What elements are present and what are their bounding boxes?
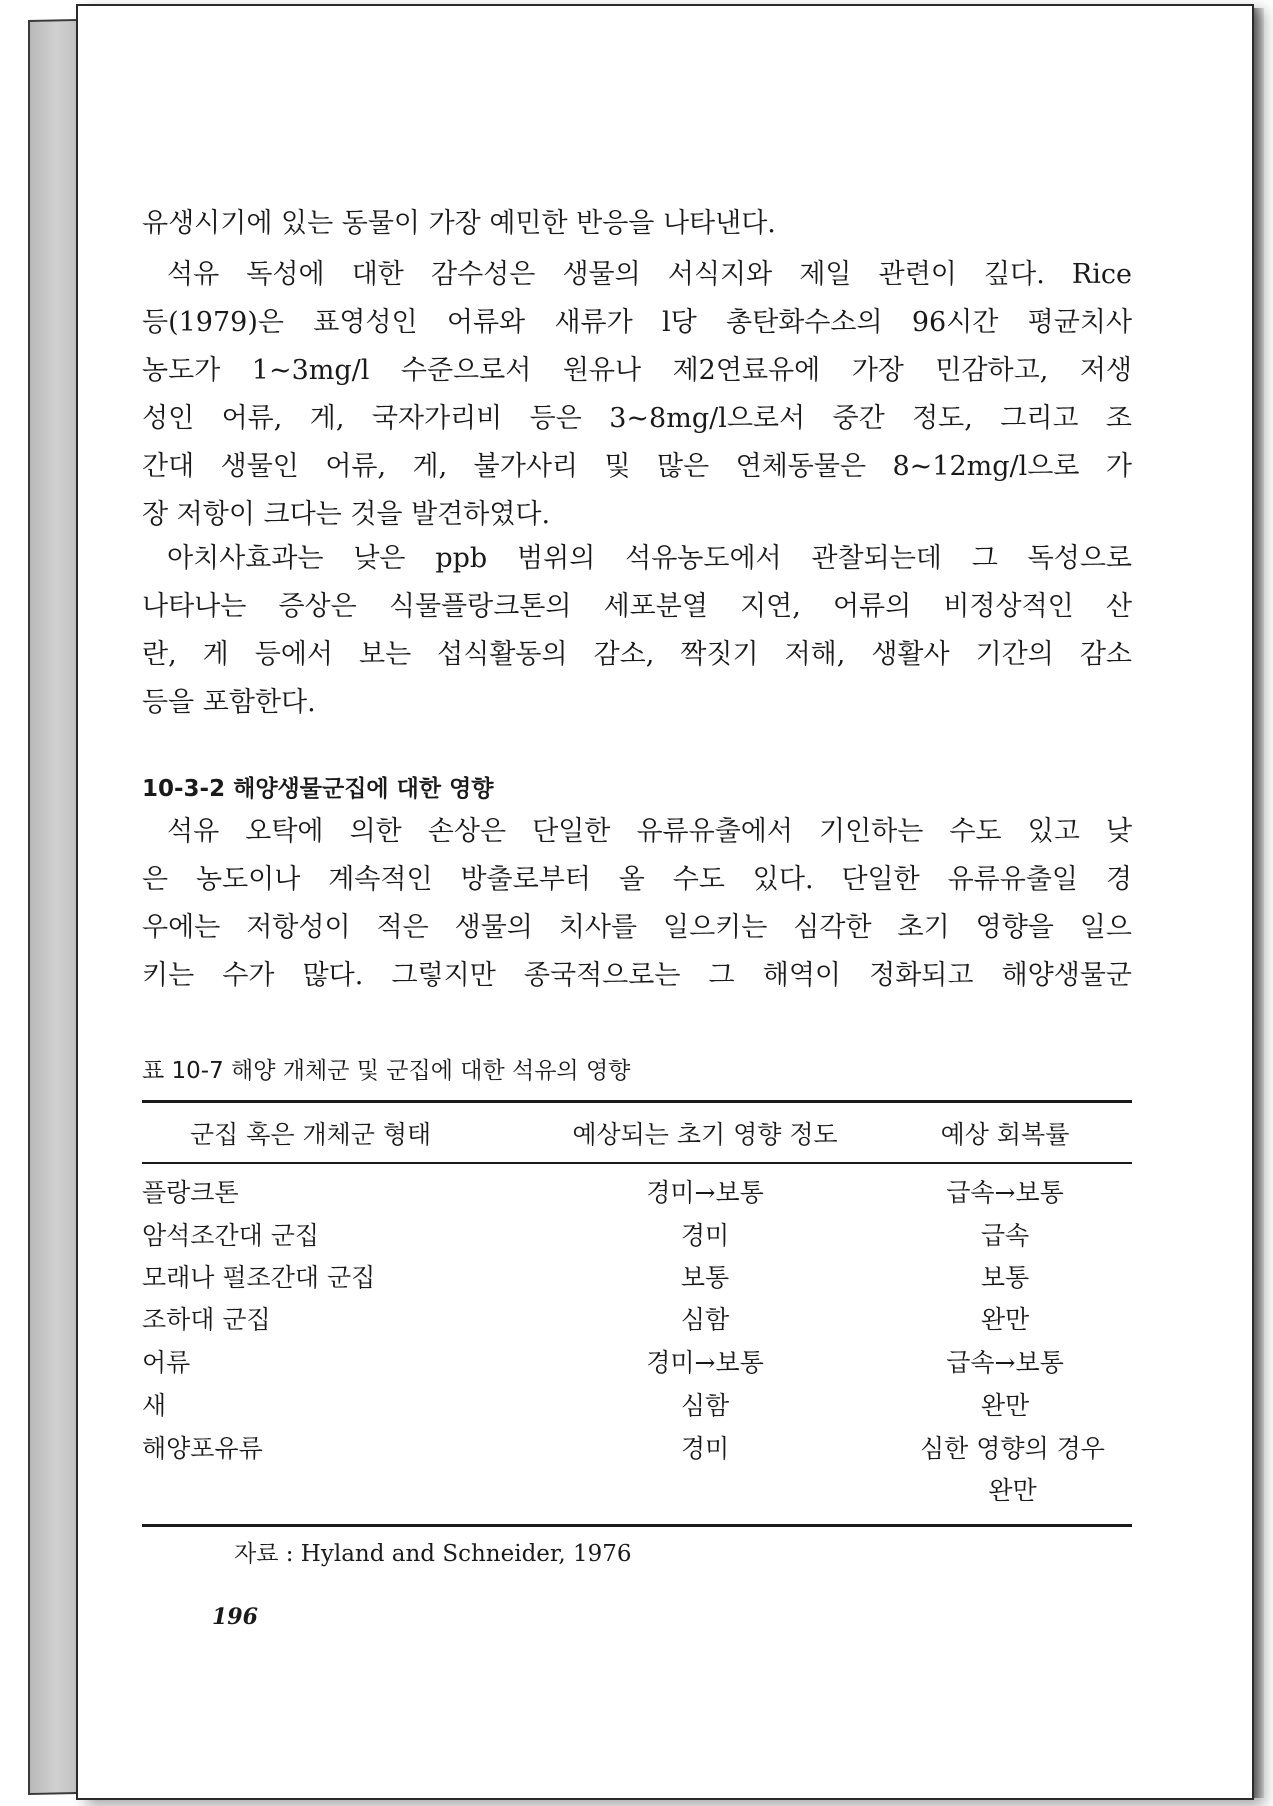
- paragraph-3: [142, 535, 1132, 727]
- cell-group: 암석조간대 군집: [142, 1221, 319, 1250]
- table-header-recovery: 예상 회복률: [940, 1120, 1070, 1149]
- paragraph-line: 성인 어류, 게, 국자가리비 등은 3~8mg/l으로서 중간 정도, 그리고 조: [142, 403, 1132, 434]
- page-number: 196: [212, 1604, 258, 1630]
- paragraph-line: 유생시기에 있는 동물이 가장 예민한 반응을 나타낸다.: [142, 208, 776, 239]
- cell-impact: 경미: [680, 1221, 730, 1250]
- paragraph-line: 등을 포함한다.: [142, 687, 316, 718]
- paragraph-line: 석유 독성에 대한 감수성은 생물의 서식지와 제일 관련이 깊다. Rice: [167, 259, 1132, 290]
- table-row: [0, 1342, 1273, 1384]
- paragraph-line: 나타나는 증상은 식물플랑크톤의 세포분열 지연, 어류의 비정상적인 산: [142, 591, 1132, 622]
- table-header-group: 군집 혹은 개체군 형태: [190, 1120, 432, 1149]
- cell-impact: 경미→보통: [646, 1348, 764, 1377]
- cell-group: 모래나 펄조간대 군집: [142, 1263, 376, 1292]
- cell-group: 조하대 군집: [142, 1305, 271, 1334]
- cell-recovery: 보통: [980, 1263, 1030, 1292]
- paragraph-line: 석유 오탁에 의한 손상은 단일한 유류유출에서 기인하는 수도 있고 낮: [167, 816, 1132, 847]
- page-edge-shadow: [1254, 8, 1264, 1798]
- table-row: [0, 1299, 1273, 1341]
- cell-recovery: [890, 1428, 1135, 1512]
- cell-recovery: 급속→보통: [946, 1178, 1064, 1207]
- paragraph-line: 간대 생물인 어류, 게, 불가사리 및 많은 연체동물은 8~12mg/l으로 가: [142, 451, 1132, 482]
- cell-impact: 경미: [680, 1434, 730, 1463]
- paragraph-line: 아치사효과는 낮은 ppb 범위의 석유농도에서 관찰되는데 그 독성으로: [167, 543, 1132, 574]
- cell-recovery-line: 완만: [988, 1476, 1037, 1505]
- paragraph-4: [142, 808, 1132, 1000]
- paragraph-line: 우에는 저항성이 적은 생물의 치사를 일으키는 심각한 초기 영향을 일으: [142, 912, 1132, 943]
- paragraph-line: 장 저항이 크다는 것을 발견하였다.: [142, 499, 551, 530]
- cell-group: 새: [142, 1391, 167, 1420]
- cell-impact: 경미→보통: [646, 1178, 764, 1207]
- table-bottom-rule: [142, 1524, 1132, 1527]
- cell-group: 플랑크톤: [142, 1178, 239, 1207]
- table-row: [0, 1385, 1273, 1427]
- book-spine: [28, 19, 78, 1795]
- cell-recovery: 급속→보통: [946, 1348, 1064, 1377]
- cell-recovery: 완만: [980, 1391, 1030, 1420]
- cell-recovery: 완만: [980, 1305, 1030, 1334]
- paragraph-1: [142, 200, 1132, 248]
- cell-impact: 심함: [680, 1305, 730, 1334]
- table-row: [0, 1215, 1273, 1257]
- section-heading: 10-3-2 해양생물군집에 대한 영향: [142, 776, 494, 802]
- cell-impact: 보통: [680, 1263, 730, 1292]
- cell-group: 어류: [142, 1348, 191, 1377]
- paragraph-line: 은 농도이나 계속적인 방출로부터 올 수도 있다. 단일한 유류유출일 경: [142, 864, 1132, 895]
- table-source: 자료 : Hyland and Schneider, 1976: [234, 1541, 632, 1567]
- cell-impact: 심함: [680, 1391, 730, 1420]
- paragraph-2: [142, 251, 1132, 539]
- cell-recovery-line: 심한 영향의 경우: [920, 1434, 1105, 1463]
- table-header-impact: 예상되는 초기 영향 정도: [572, 1120, 838, 1149]
- paragraph-line: 키는 수가 많다. 그렇지만 종국적으로는 그 해역이 정화되고 해양생물군: [142, 960, 1132, 991]
- cell-recovery: 급속: [980, 1221, 1030, 1250]
- table-row: [0, 1257, 1273, 1299]
- table-row: [0, 1172, 1273, 1214]
- table-caption: 표 10-7 해양 개체군 및 군집에 대한 석유의 영향: [142, 1058, 631, 1084]
- paragraph-line: 등(1979)은 표영성인 어류와 새류가 l당 총탄화수소의 96시간 평균치사: [142, 307, 1132, 338]
- paragraph-line: 농도가 1~3mg/l 수준으로서 원유나 제2연료유에 가장 민감하고, 저생: [142, 355, 1132, 386]
- table-top-rule: [142, 1100, 1132, 1103]
- cell-group: 해양포유류: [142, 1434, 263, 1463]
- table-row: [0, 1428, 1273, 1518]
- paragraph-line: 란, 게 등에서 보는 섭식활동의 감소, 짝짓기 저해, 생활사 기간의 감소: [142, 639, 1132, 670]
- table-header-rule: [142, 1162, 1132, 1164]
